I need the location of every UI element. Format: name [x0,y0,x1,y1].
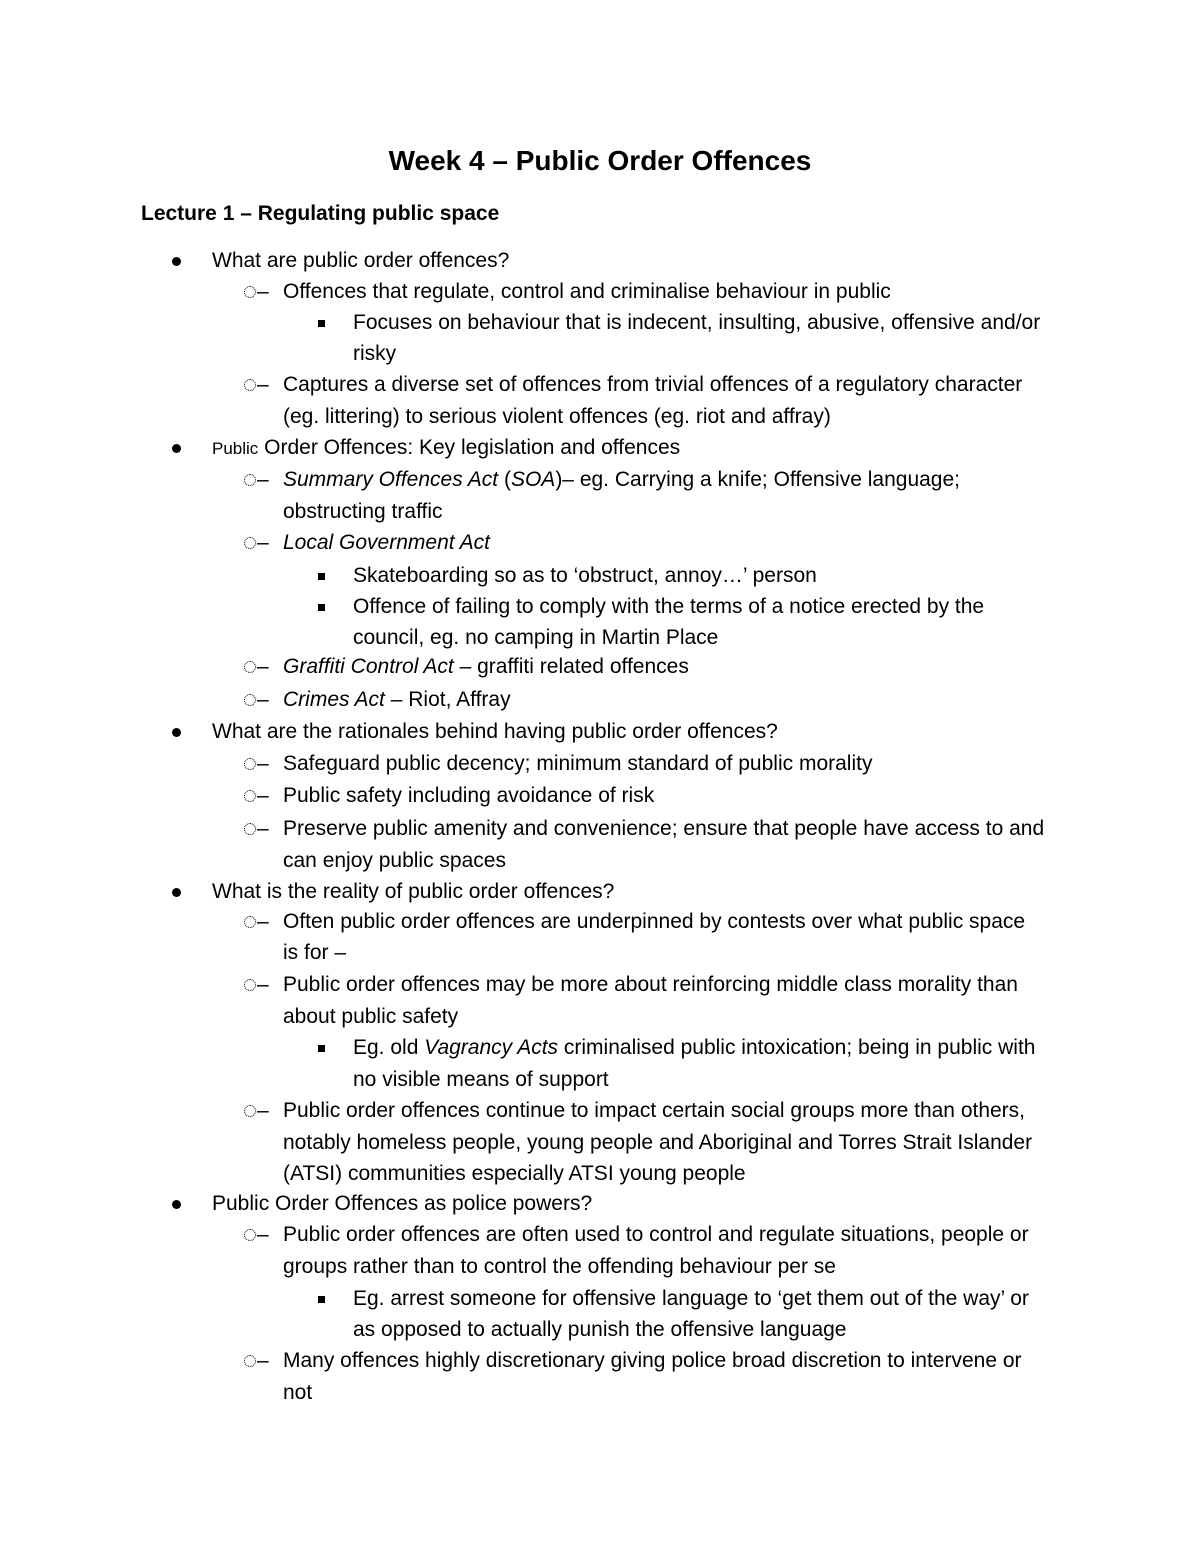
bullet-circle-icon: – [244,814,269,844]
bullet-circle-icon: – [244,370,269,400]
list-item-continued: about public safety [283,1005,459,1028]
list-item: Skateboarding so as to ‘obstruct, annoy…’ person [353,564,817,587]
list-item-continued: can enjoy public spaces [283,849,506,872]
list-item: Public order offences may be more about reinforcing middle class morality than [283,973,1018,996]
bullet-circle-icon: – [244,685,269,715]
bullet-circle-icon: – [244,1096,269,1126]
bullet-circle-icon: – [244,465,269,495]
list-item: Many offences highly discretionary giving police broad discretion to intervene or [283,1349,1022,1372]
list-item: Offences that regulate, control and criminalise behaviour in public [283,280,891,303]
bullet-square-icon [318,308,325,338]
list-item-continued: is for – [283,941,347,964]
list-item: Public order offences are often used to control and regulate situations, people or [283,1223,1029,1246]
list-item-continued: obstructing traffic [283,500,443,523]
bullet-square-icon [318,1284,325,1314]
lecture-heading: Lecture 1 – Regulating public space [141,202,500,225]
list-item: Focuses on behaviour that is indecent, insulting, abusive, offensive and/or [353,311,1041,334]
bullet-circle-icon: – [244,652,269,682]
bullet-disc-icon [172,246,181,276]
list-item-continued: (ATSI) communities especially ATSI young people [283,1162,746,1185]
list-item-continued: notably homeless people, young people and Aboriginal and Torres Strait Islander [283,1131,1033,1154]
list-item-continued: risky [353,342,397,365]
list-item-continued: (eg. littering) to serious violent offences (eg. riot and affray) [283,405,831,428]
list-item: Safeguard public decency; minimum standard of public morality [283,752,873,775]
bullet-disc-icon [172,877,181,907]
list-item: Public Order Offences as police powers? [212,1192,593,1215]
page-title: Week 4 – Public Order Offences [388,145,812,176]
list-item: Local Government Act [283,531,490,554]
list-item: Graffiti Control Act – graffiti related offences [283,655,689,678]
list-item: Public safety including avoidance of risk [283,784,655,807]
bullet-circle-icon: – [244,277,269,307]
list-item-continued: no visible means of support [353,1068,609,1091]
list-item: Captures a diverse set of offences from trivial offences of a regulatory character [283,373,1023,396]
bullet-square-icon [318,1033,325,1063]
bullet-circle-icon: – [244,528,269,558]
bullet-circle-icon: – [244,907,269,937]
bullet-circle-icon: – [244,781,269,811]
list-item-continued: groups rather than to control the offending behaviour per se [283,1255,836,1278]
list-item-continued: not [283,1381,313,1404]
list-item: Summary Offences Act (SOA)– eg. Carrying a knife; Offensive language; [283,468,960,491]
list-item: Often public order offences are underpinned by contests over what public space [283,910,1026,933]
bullet-circle-icon: – [244,1220,269,1250]
list-item: Offence of failing to comply with the terms of a notice erected by the [353,595,985,618]
bullet-disc-icon [172,717,181,747]
bullet-circle-icon: – [244,1346,269,1376]
list-item-continued: council, eg. no camping in Martin Place [353,626,719,649]
list-item: Crimes Act – Riot, Affray [283,688,511,711]
bullet-disc-icon [172,1189,181,1219]
bullet-disc-icon [172,433,181,463]
bullet-square-icon [318,592,325,622]
bullet-circle-icon: – [244,749,269,779]
list-item: Public order offences continue to impact certain social groups more than others, [283,1099,1026,1122]
list-item-continued: as opposed to actually punish the offensive language [353,1318,847,1341]
list-item: Public Order Offences: Key legislation and offences [212,436,681,459]
list-item: What is the reality of public order offences? [212,880,615,903]
list-item: Eg. arrest someone for offensive language to ‘get them out of the way’ or [353,1287,1029,1310]
bullet-circle-icon: – [244,970,269,1000]
bullet-square-icon [318,561,325,591]
list-item: What are public order offences? [212,249,510,272]
list-item: What are the rationales behind having public order offences? [212,720,778,743]
list-item: Eg. old Vagrancy Acts criminalised public intoxication; being in public with [353,1036,1036,1059]
list-item: Preserve public amenity and convenience; ensure that people have access to and [283,817,1045,840]
